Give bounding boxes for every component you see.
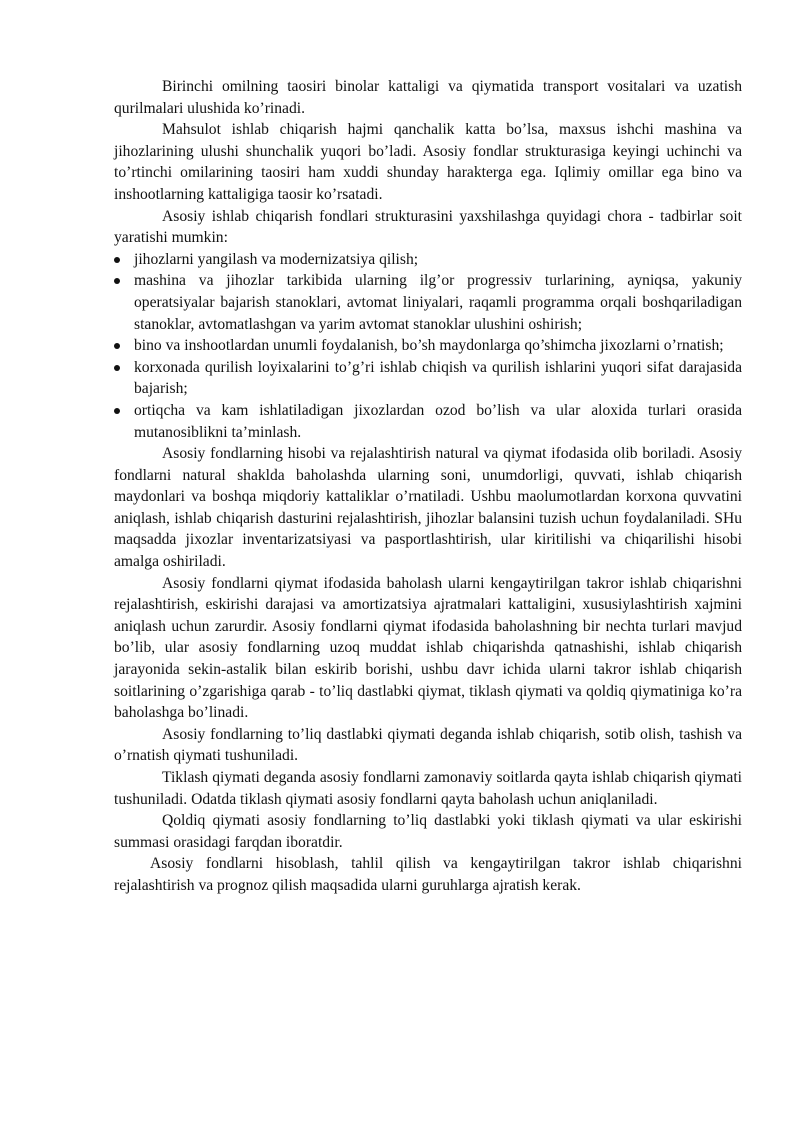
bullet-text: ortiqcha va kam ishlatiladigan jixozlardan ozod bo’lish va ular aloxida turlari orasida mutanosiblikni ta’minlash. <box>134 401 742 441</box>
bullet-item <box>114 400 742 443</box>
bullet-text: mashina va jihozlar tarkibida ularning ilg’or progressiv turlarining, ayniqsa, yakuniy operatsiyalar bajarish stanoklari, avtomat liniyalari, raqamli programma orqali boshqariladigan stanoklar, avtomatlashgan va yarim avtomat stanoklar ulushini oshirish; <box>134 272 742 333</box>
bullet-item <box>114 335 742 357</box>
paragraph: Mahsulot ishlab chiqarish hajmi qanchalik katta bo’lsa, maxsus ishchi mashina va jihozlarining ulushi shunchalik yuqori bo’ladi. Asosiy fondlar strukturasiga keyingi uchinchi va to’rtinchi omilarining taosiri ham xuddi shunday harakterga ega. Iqlimiy omillar ega bino va inshootlarning kattaligiga taosir ko’rsatadi. <box>114 121 742 203</box>
bullet-icon <box>114 257 120 263</box>
bullet-text: jihozlarni yangilash va modernizatsiya qilish; <box>134 250 419 268</box>
paragraph: Asosiy fondlarning to’liq dastlabki qiymati deganda ishlab chiqarish, sotib olish, tashish va o’rnatish qiymati tushuniladi. <box>114 725 742 765</box>
bullet-item <box>114 357 742 400</box>
paragraph: Asosiy fondlarni qiymat ifodasida baholash ularni kengaytirilgan takror ishlab chiqarishni rejalashtirish, eskirishi darajasi va amortizatsiya ajratmalari kattaligini, xususiylashtirish xajmini aniqlash uchun zarurdir. Asosiy fondlarni qiymat ifodasida baholashning bir nechta turlari mavjud bo’lib, ular asosiy fondlarning uzoq muddat ishlab chiqarishda qatnashishi, ishlab chiqarish jarayonida sekin-astalik bilan eskirib borishi, ushbu davr ichida ularni takror ishlab chiqarish soitlarining o’zgarishiga qarab - to’liq dastlabki qiymat, tiklash qiymati va qoldiq qiymatiniga ko’ra baholashga bo’linadi. <box>114 574 742 722</box>
paragraph: Asosiy fondlarni hisoblash, tahlil qilish va kengaytirilgan takror ishlab chiqarishni rejalashtirish va prognoz qilish maqsadida ularni guruhlarga ajratish kerak. <box>114 855 742 894</box>
bullet-text: bino va inshootlardan unumli foydalanish, bo’sh maydonlarga qo’shimcha jixozlarni o’rnatish; <box>134 337 724 355</box>
bullet-icon <box>114 278 120 284</box>
paragraph: Tiklash qiymati deganda asosiy fondlarni zamonaviy soitlarda qayta ishlab chiqarish qiymati tushuniladi. Odatda tiklash qiymati asosiy fondlarni qayta baholash uchun aniqlaniladi. <box>114 769 742 808</box>
bullet-icon <box>114 343 120 349</box>
bullet-list <box>114 249 742 443</box>
paragraph: Asosiy ishlab chiqarish fondlari strukturasini yaxshilashga quyidagi chora - tadbirlar soit yaratishi mumkin: <box>114 207 742 247</box>
bullet-item <box>114 249 742 271</box>
bullet-item <box>114 270 742 335</box>
document-body <box>114 76 742 897</box>
bullet-text: korxonada qurilish loyixalarini to’g’ri ishlab chiqish va qurilish ishlarini yuqori sifat darajasida bajarish; <box>134 358 742 398</box>
paragraph: Birinchi omilning taosiri binolar kattaligi va qiymatida transport vositalari va uzatish qurilmalari ulushida ko’rinadi. <box>114 78 742 117</box>
paragraph: Qoldiq qiymati asosiy fondlarning to’liq dastlabki yoki tiklash qiymati va ular eskirishi summasi orasidagi farqdan iboratdir. <box>114 812 742 851</box>
paragraph: Asosiy fondlarning hisobi va rejalashtirish natural va qiymat ifodasida olib boriladi. Asosiy fondlarni natural shaklda baholashda ularning soni, unumdorligi, quvvati, ishlab chiqarish maydonlari va boshqa miqdoriy kattaliklar o’rnatiladi. Ushbu maolumotlardan korxona quvvatini aniqlash, ishlab chiqarish dasturini rejalashtirish, jihozlar balansini tuzish uchun foydalaniladi. SHu maqsadda jixozlar inventarizatsiyasi va pasportlashtirish, ular kiritilishi va chiqarilishi hisobi amalga oshiriladi. <box>114 445 742 571</box>
bullet-icon <box>114 408 120 414</box>
bullet-icon <box>114 365 120 371</box>
